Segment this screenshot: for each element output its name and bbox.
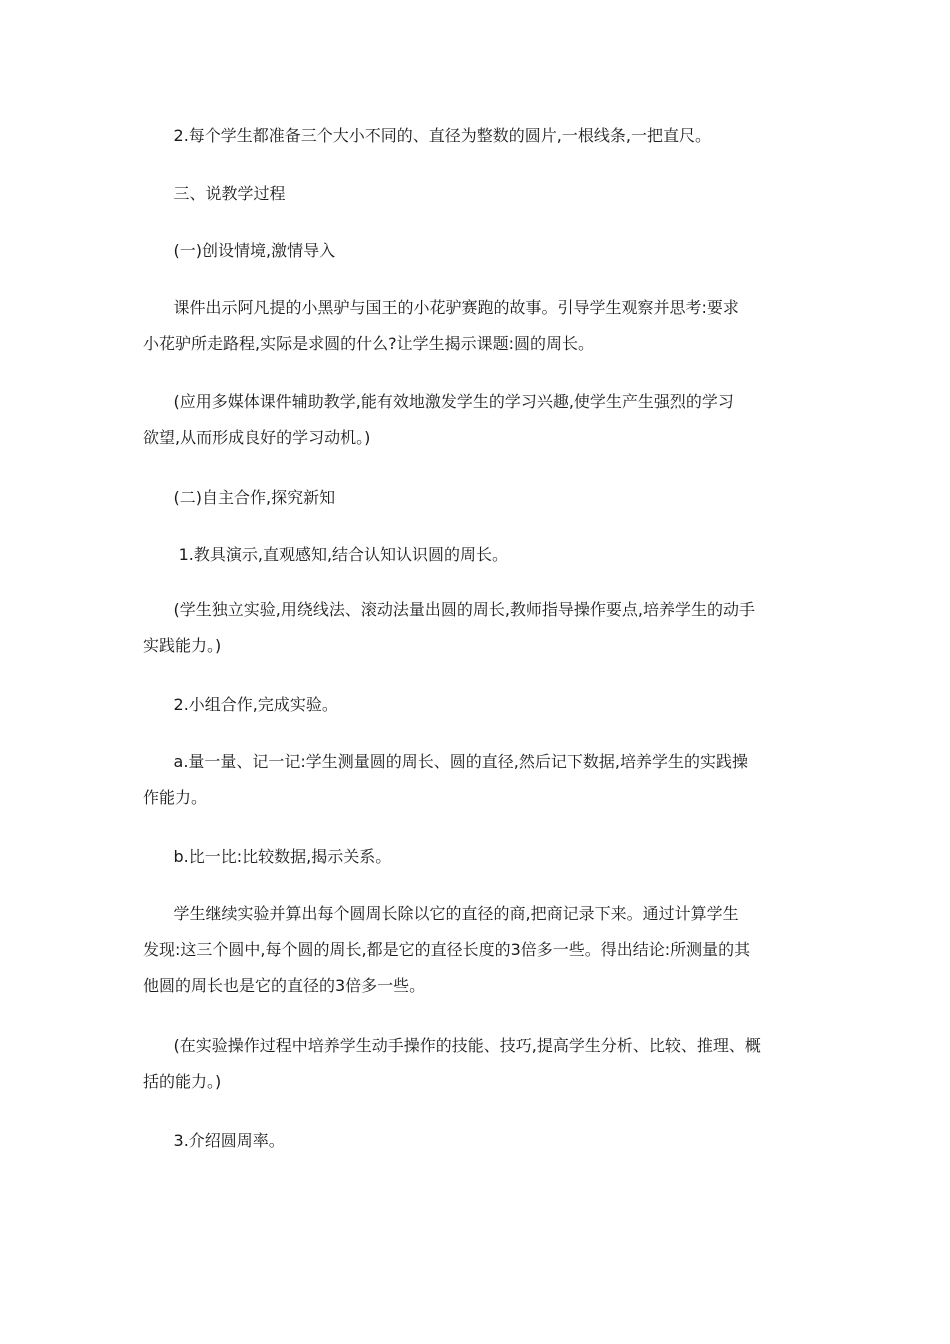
paragraph-pi-intro — [143, 1123, 813, 1159]
text-line: (一)创设情境,激情导入 — [143, 241, 336, 260]
text-line: 2.每个学生都准备三个大小不同的、直径为整数的圆片,一根线条,一把直尺。 — [143, 126, 711, 145]
paragraph-multimedia-note — [143, 384, 813, 456]
text-line: 他圆的周长也是它的直径的3倍多一些。 — [143, 976, 426, 995]
text-line: 3.介绍圆周率。 — [143, 1131, 285, 1150]
paragraph-group-work — [143, 687, 813, 723]
text-line: (二)自主合作,探究新知 — [143, 488, 336, 507]
text-line: 括的能力。) — [143, 1072, 222, 1091]
text-line: 三、说教学过程 — [143, 184, 286, 203]
text-line: a.量一量、记一记:学生测量圆的周长、圆的直径,然后记下数据,培养学生的实践操 — [143, 752, 748, 771]
paragraph-story — [143, 290, 813, 362]
text-line: 课件出示阿凡提的小黑驴与国王的小花驴赛跑的故事。引导学生观察并思考:要求 — [143, 298, 739, 317]
text-line: 实践能力。) — [143, 636, 222, 655]
text-line: 小花驴所走路程,实际是求圆的什么?让学生揭示课题:圆的周长。 — [143, 334, 594, 353]
section-heading-process — [143, 176, 813, 212]
paragraph-materials — [143, 118, 813, 154]
text-line: (在实验操作过程中培养学生动手操作的技能、技巧,提高学生分析、比较、推理、概 — [143, 1036, 761, 1055]
text-line: 学生继续实验并算出每个圆周长除以它的直径的商,把商记录下来。通过计算学生 — [143, 904, 739, 923]
paragraph-skills-note — [143, 1028, 813, 1100]
paragraph-compare — [143, 839, 813, 875]
text-line: 欲望,从而形成良好的学习动机。) — [143, 428, 371, 447]
paragraph-experiment-note — [143, 592, 813, 664]
paragraph-measure — [143, 744, 813, 816]
text-line: 2.小组合作,完成实验。 — [143, 695, 338, 714]
text-line: 1.教具演示,直观感知,结合认知认识圆的周长。 — [143, 545, 509, 564]
text-line: 作能力。 — [143, 788, 208, 807]
text-line: (学生独立实验,用绕线法、滚动法量出圆的周长,教师指导操作要点,培养学生的动手 — [143, 600, 756, 619]
text-line: (应用多媒体课件辅助教学,能有效地激发学生的学习兴趣,使学生产生强烈的学习 — [143, 392, 734, 411]
paragraph-demo — [143, 537, 813, 573]
text-line: 发现:这三个圆中,每个圆的周长,都是它的直径长度的3倍多一些。得出结论:所测量的其 — [143, 940, 751, 959]
paragraph-conclusion — [143, 896, 813, 1004]
subheading-intro — [143, 233, 813, 269]
text-line: b.比一比:比较数据,揭示关系。 — [143, 847, 392, 866]
subheading-explore — [143, 480, 813, 516]
